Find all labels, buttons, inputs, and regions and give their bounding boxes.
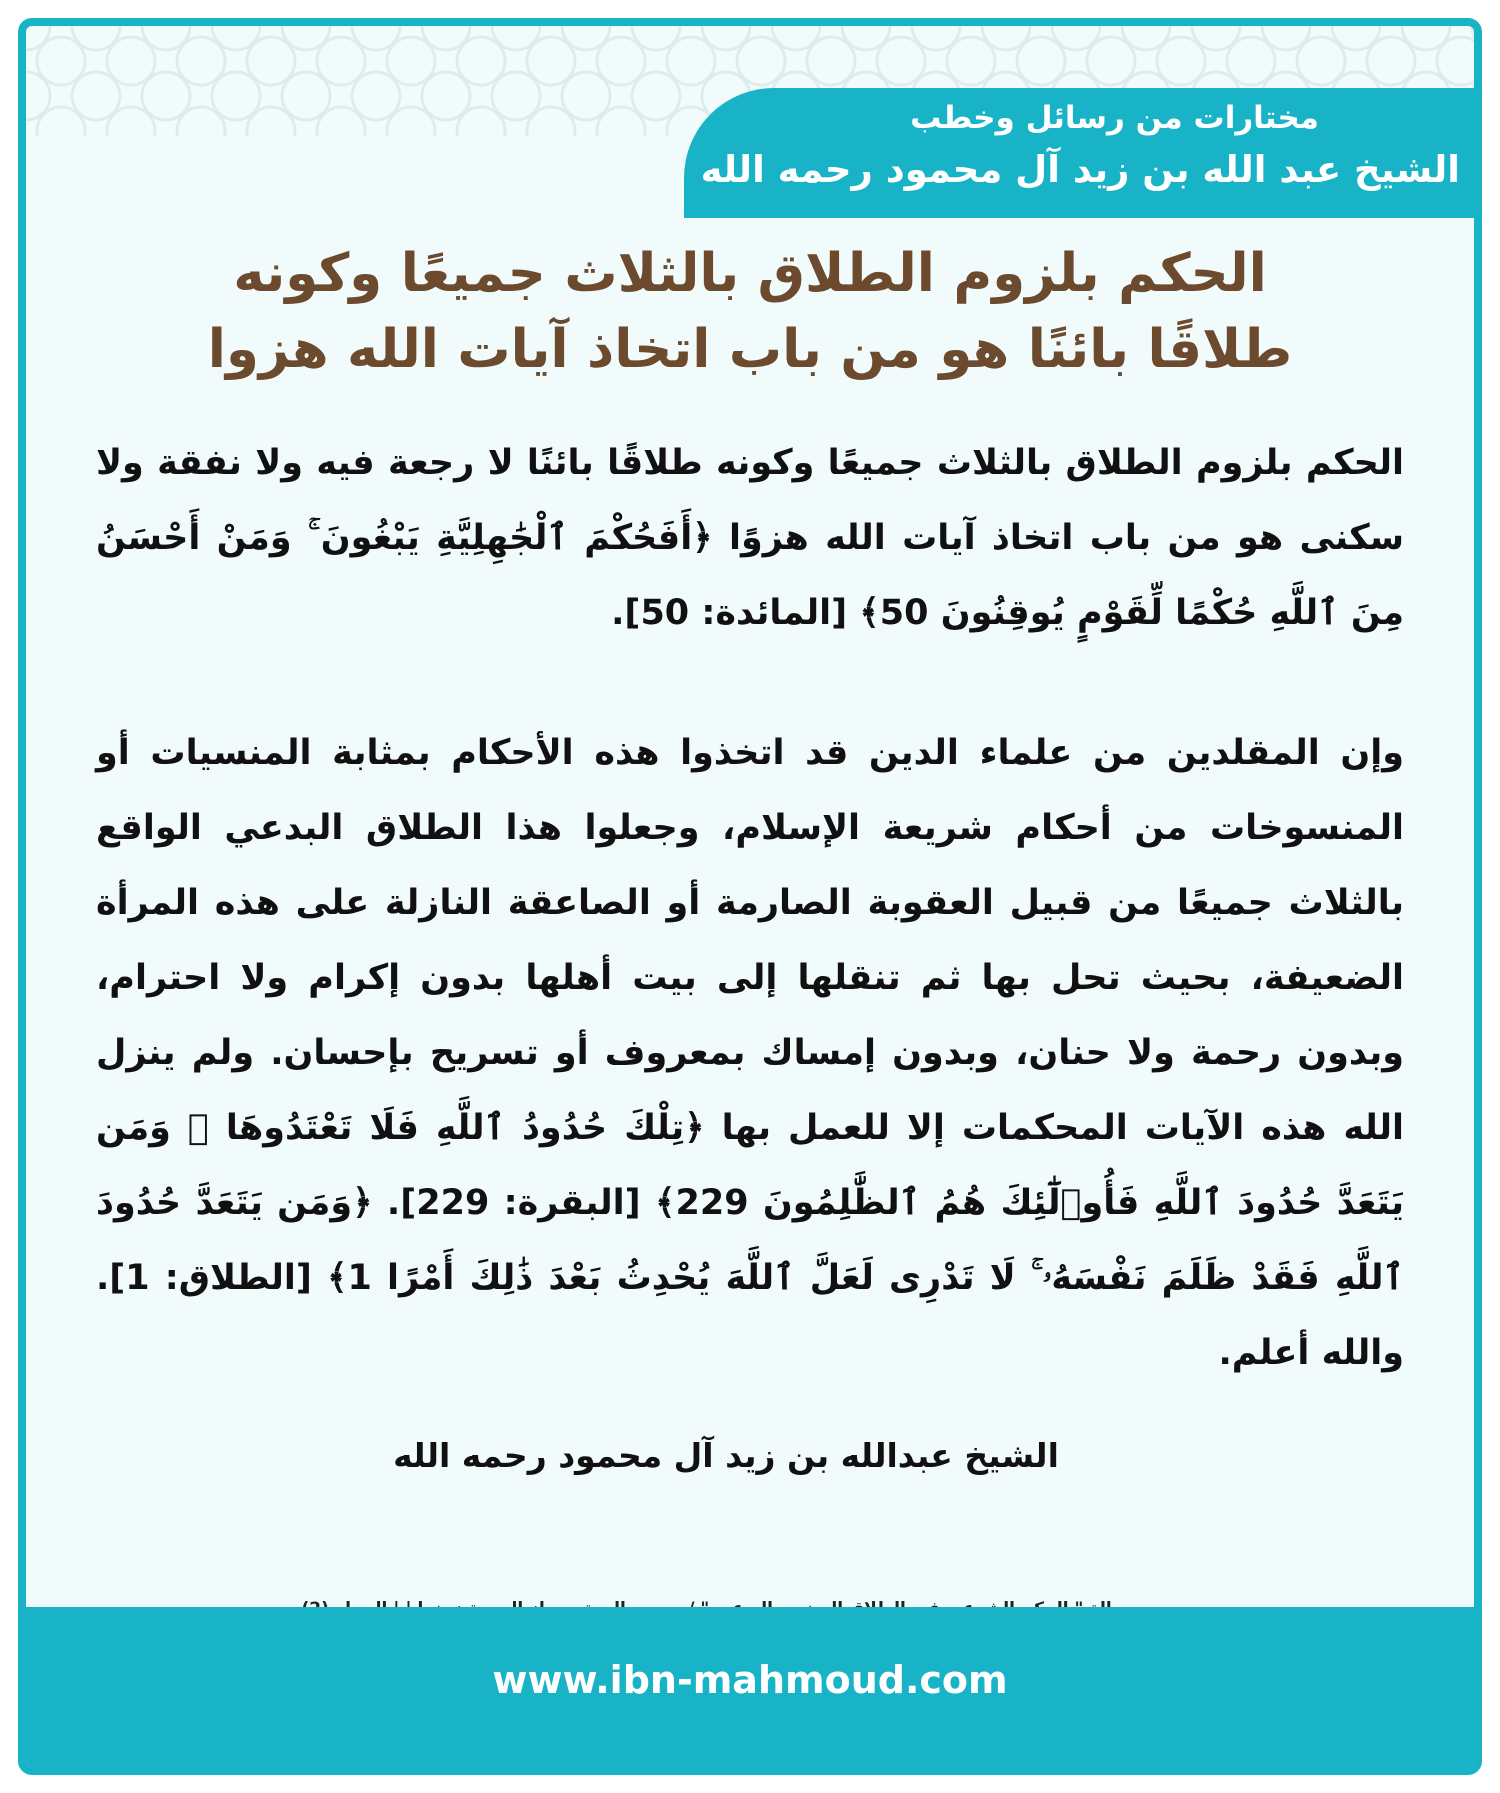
body-paragraph-2: وإن المقلدين من علماء الدين قد اتخذوا هذه الأحكام بمثابة المنسيات أو المنسوخات من أحكام شريعة الإسلام، وجعلوا هذا الطلاق البدعي الواقع بالثلاث جميعًا من قبيل العقوبة الصارمة أو الصاعقة النازلة على هذه المرأة الضعيفة، بحيث تحل بها ثم تنقلها إلى بيت أهلها بدون إكرام ولا احترام، وبدون رحمة ولا حنان، وبدون إمساك بمعروف أو تسريح بإحسان. ولم ينزل الله هذه الآيات المحكمات إلا للعمل بها ﴿تِلْكَ حُدُودُ ٱللَّهِ فَلَا تَعْتَدُوهَا ۚ وَمَن يَتَعَدَّ حُدُودَ ٱللَّهِ فَأُو۟لَٰٓئِكَ هُمُ ٱلظَّٰلِمُونَ 229﴾ [البقرة: 229]. ﴿وَمَن يَتَعَدَّ حُدُودَ ٱللَّهِ فَقَدْ ظَلَمَ نَفْسَهُۥ ۚ لَا تَدْرِى لَعَلَّ ٱللَّهَ يُحْدِثُ بَعْدَ ذَٰلِكَ أَمْرًا 1﴾ [الطلاق: 1]. والله أعلم.: [96, 733, 1405, 1373]
article-title: [86, 236, 1414, 388]
series-title: مختارات من رسائل وخطب: [910, 100, 1319, 136]
website-link[interactable]: www.ibn-mahmoud.com: [492, 1658, 1008, 1702]
title-line-1: الحكم بلزوم الطلاق بالثلاث جميعًا وكونه: [233, 243, 1267, 304]
body-paragraph-1: الحكم بلزوم الطلاق بالثلاث جميعًا وكونه طلاقًا بائنًا لا رجعة فيه ولا نفقة ولا سكنى هو من باب اتخاذ آيات الله هزوًا ﴿أَفَحُكْمَ ٱلْجَٰهِلِيَّةِ يَبْغُونَ ۚ وَمَنْ أَحْسَنُ مِنَ ٱللَّهِ حُكْمًا لِّقَوْمٍ يُوقِنُونَ 50﴾ [المائدة: 50].: [96, 443, 1404, 633]
author-name: الشيخ عبد الله بن زيد آل محمود رحمه الله: [700, 148, 1460, 191]
title-line-2: طلاقًا بائنًا هو من باب اتخاذ آيات الله هزوا: [207, 319, 1293, 380]
signature: الشيخ عبدالله بن زيد آل محمود رحمه الله: [393, 1436, 1059, 1475]
header-banner: [684, 88, 1474, 218]
article-card: [18, 18, 1482, 1775]
footer-bar: [26, 1607, 1474, 1767]
